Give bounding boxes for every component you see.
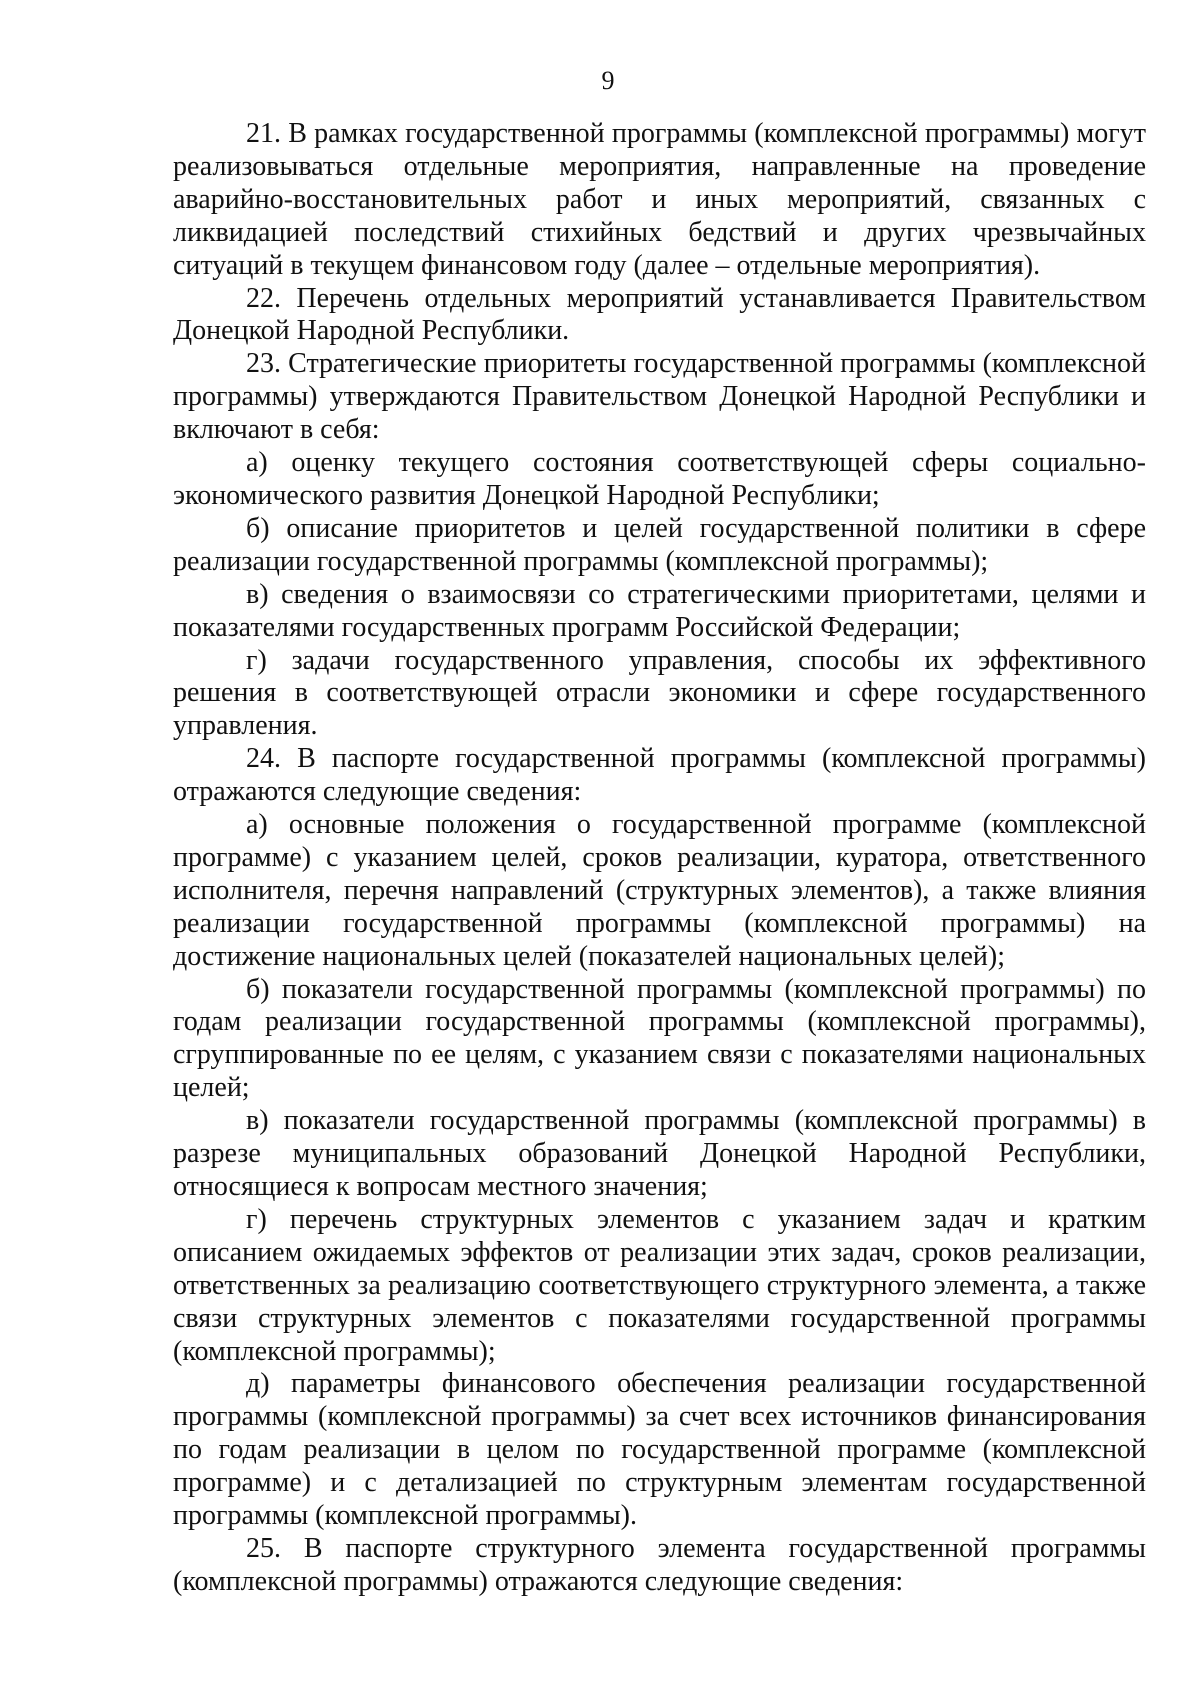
- paragraph-23: 23. Стратегические приоритеты государственной программы (комплексной программы) утверждаются Правительством Донецкой Народной Республики и включают в себя:: [173, 348, 1146, 446]
- paragraph-24-d: д) параметры финансового обеспечения реализации государственной программы (комплексной программы) за счет всех источников финансирования по годам реализации в целом по государственной программе (комплексной программе) и с детализацией по структурным элементам государственной программы (комплексной программы).: [173, 1368, 1146, 1532]
- paragraph-24-g: г) перечень структурных элементов с указанием задач и кратким описанием ожидаемых эффектов от реализации этих задач, сроков реализации, ответственных за реализацию соответствующего структурного элемента, а также связи структурных элементов с показателями государственной программы (комплексной программы);: [173, 1203, 1146, 1367]
- paragraph-21: 21. В рамках государственной программы (комплексной программы) могут реализовываться отдельные мероприятия, направленные на проведение аварийно-восстановительных работ и иных мероприятий, связанных с ликвидацией последствий стихийных бедствий и других чрезвычайных ситуаций в текущем финансовом году (далее – отдельные мероприятия).: [173, 118, 1146, 281]
- page-number: 9: [601, 66, 615, 95]
- paragraph-24: 24. В паспорте государственной программы (комплексной программы) отражаются следующие сведения:: [173, 743, 1146, 808]
- paragraph-23-a: а) оценку текущего состояния соответствующей сферы социально-экономического развития Донецкой Народной Республики;: [173, 447, 1146, 511]
- paragraph-23-b: б) описание приоритетов и целей государственной политики в сфере реализации государственной программы (комплексной программы);: [173, 512, 1146, 577]
- paragraph-23-v: в) сведения о взаимосвязи со стратегическими приоритетами, целями и показателями государственных программ Российской Федерации;: [173, 578, 1146, 643]
- paragraph-24-a: а) основные положения о государственной программе (комплексной программе) с указанием целей, сроков реализации, куратора, ответственного исполнителя, перечня направлений (структурных элементов), а также влияния реализации государственной программы (комплексной программы) на достижение национальных целей (показателей национальных целей);: [173, 809, 1146, 972]
- paragraph-22: 22. Перечень отдельных мероприятий устанавливается Правительством Донецкой Народной Республики.: [173, 282, 1146, 347]
- paragraph-25: 25. В паспорте структурного элемента государственной программы (комплексной программы) отражаются следующие сведения:: [173, 1532, 1146, 1597]
- paragraph-24-b: б) показатели государственной программы (комплексной программы) по годам реализации государственной программы (комплексной программы), сгруппированные по ее целям, с указанием связи с показателями национальных целей;: [173, 973, 1146, 1104]
- document-body: [173, 118, 1146, 1599]
- paragraph-23-g: г) задачи государственного управления, способы их эффективного решения в соответствующей отрасли экономики и сфере государственного управления.: [173, 644, 1146, 742]
- paragraph-24-v: в) показатели государственной программы (комплексной программы) в разрезе муниципальных образований Донецкой Народной Республики, относящиеся к вопросам местного значения;: [173, 1105, 1146, 1202]
